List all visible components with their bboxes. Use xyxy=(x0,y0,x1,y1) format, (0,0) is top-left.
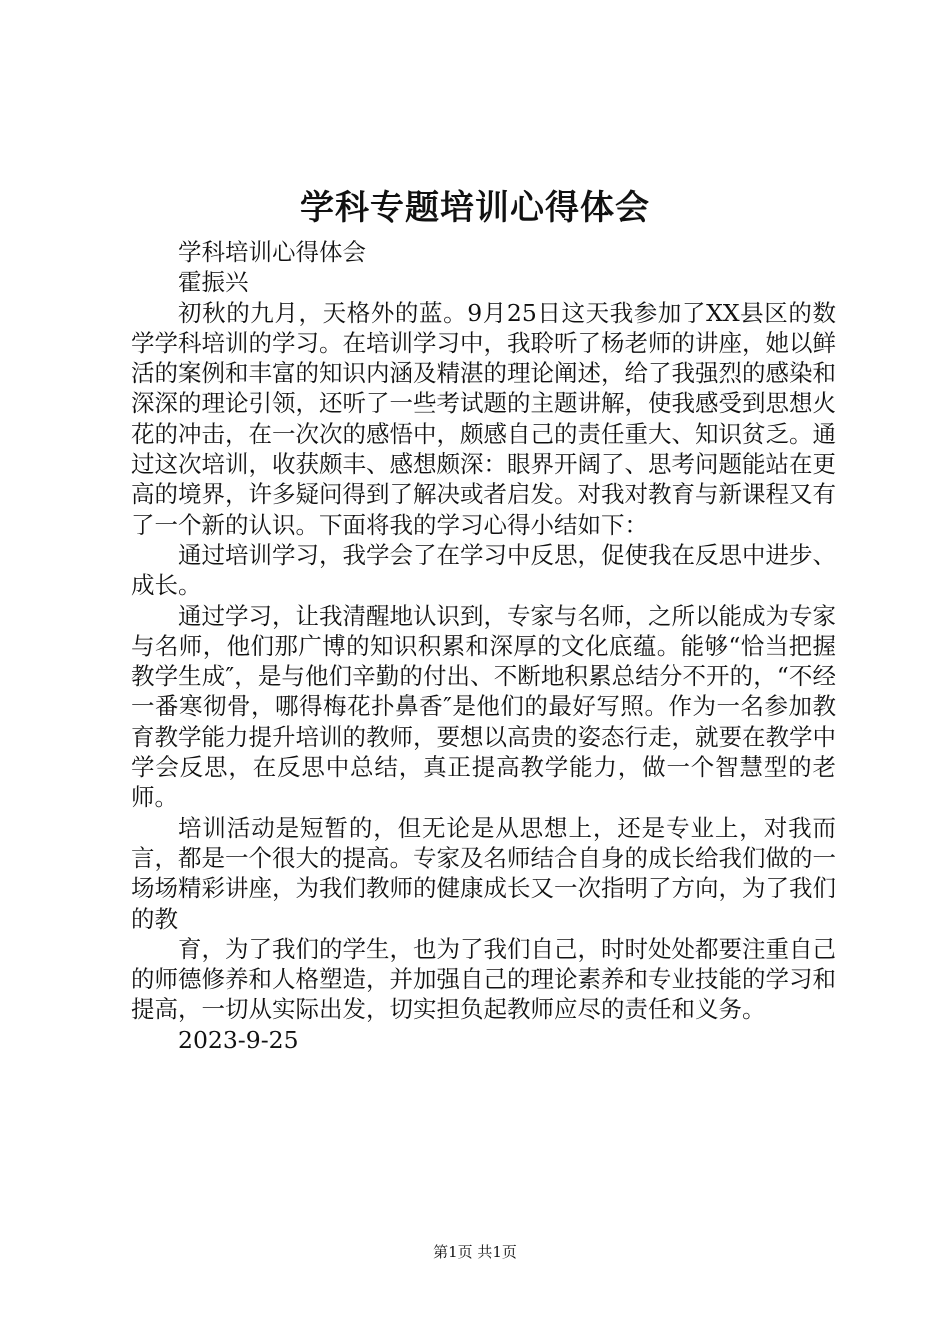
author-name: 霍振兴 xyxy=(178,268,249,297)
paragraph: 初秋的九月，天格外的蓝。9月25日这天我参加了XX县区的数学学科培训的学习。在培训学习中，我聆听了杨老师的讲座，她以鲜活的案例和丰富的知识内涵及精湛的理论阐述，给了我强烈的感染和深深的理论引领，还听了一些考试题的主题讲解，使我感受到思想火花的冲击，在一次次的感悟中，颇感自己的责任重大、知识贫乏。通过这次培训，收获颇丰、感想颇深：眼界开阔了、思考问题能站在更高的境界，许多疑问得到了解决或者启发。对我对教育与新课程又有了一个新的认识。下面将我的学习心得小结如下： xyxy=(131,298,836,539)
subtitle: 学科培训心得体会 xyxy=(178,238,366,266)
document-body xyxy=(131,237,836,1055)
page-footer: 第1页 共1页 xyxy=(433,1243,517,1261)
paragraph: 通过学习，让我清醒地认识到，专家与名师，之所以能成为专家与名师，他们那广博的知识积累和深厚的文化底蕴。能够“恰当把握教学生成″，是与他们辛勤的付出、不断地积累总结分不开的，“不经一番寒彻骨，哪得梅花扑鼻香″是他们的最好写照。作为一名参加教育教学能力提升培训的教师，要想以高贵的姿态行走，就要在教学中学会反思，在反思中总结，真正提高教学能力，做一个智慧型的老师。 xyxy=(131,601,836,812)
document-title: 学科专题培训心得体会 xyxy=(300,188,650,228)
paragraph: 培训活动是短暂的，但无论是从思想上，还是专业上，对我而言，都是一个很大的提高。专家及名师结合自身的成长给我们做的一场场精彩讲座，为我们教师的健康成长又一次指明了方向，为了我们的教 xyxy=(131,813,836,933)
paragraph: 通过培训学习，我学会了在学习中反思，促使我在反思中进步、成长。 xyxy=(131,540,836,600)
paragraph: 育，为了我们的学生，也为了我们自己，时时处处都要注重自己的师德修养和人格塑造，并加强自己的理论素养和专业技能的学习和提高，一切从实际出发，切实担负起教师应尽的责任和义务。 xyxy=(131,934,836,1024)
document-date: 2023-9-25 xyxy=(178,1025,299,1054)
